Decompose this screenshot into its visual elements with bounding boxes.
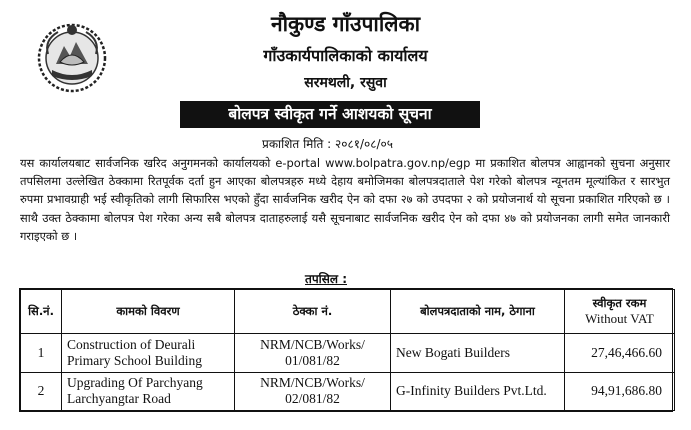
award-table — [19, 288, 673, 412]
header-sn: सि.नं. — [21, 290, 62, 334]
table-caption: तपसिल : — [305, 272, 347, 286]
municipality-name: नौकुण्ड गाँउपालिका — [270, 12, 421, 36]
header-amount-label: स्वीकृत रकम — [592, 296, 647, 311]
table-row — [21, 372, 675, 410]
row-work-line2: Larchyangtar Road — [67, 391, 171, 407]
header-work: कामको विवरण — [62, 290, 235, 334]
row-work-line1: Construction of Deurali — [67, 337, 196, 353]
header-contract: ठेक्का नं. — [235, 290, 391, 334]
row-contract — [235, 334, 391, 372]
row-sn: 2 — [21, 372, 62, 410]
row-work — [62, 334, 235, 372]
row-work — [62, 372, 235, 410]
row-bidder: G-Infinity Builders Pvt.Ltd. — [391, 372, 565, 410]
notice-body: यस कार्यालयबाट सार्वजनिक खरिद अनुगमनको कार्यालयको e-portal www.bolpatra.gov.np/egp मा प्रकाशित बोलपत्र आह्वानको सुचना अनुसार तपसिलमा उल्लेखित ठेक्कामा रितपूर्वक दर्ता हुन आएका बोलपत्रहरु मध्ये देहाय बमोजिमका बोलपत्रदाताले पेश गरेको बोलपत्र न्यूनतम मूल्यांकित र सारभुत रुपमा प्रभावग्राही भई स्वीकृतिको लागी सिफारिस भएको हुँदा सार्वजनिक खरीद ऐन को दफा २७ को उपदफा २ को प्रयोजनार्थ यो सूचना प्रकाशित गरिएको छ । साथै उक्त ठेक्कामा बोलपत्र पेश गरेका अन्य सबै बोलपत्र दाताहरुलाई यसै सूचनाबाट सार्वजनिक खरीद ऐन को दफा ४७ को प्रयोजनका लागी समेत जानकारी गराइएको छ । — [20, 156, 670, 243]
row-work-line2: Primary School Building — [67, 353, 202, 369]
row-contract — [235, 372, 391, 410]
office-location: सरमथली, रसुवा — [304, 75, 387, 91]
row-contract-line1: NRM/NCB/Works/ — [260, 375, 365, 391]
notice-title: बोलपत्र स्वीकृत गर्ने आशयको सूचना — [180, 101, 480, 128]
table-header-row — [21, 290, 675, 334]
header-amount-sub: Without VAT — [585, 311, 654, 327]
header-bidder: बोलपत्रदाताको नाम, ठेगाना — [391, 290, 565, 334]
table-row — [21, 334, 675, 372]
office-name: गाँउकार्यपालिकाको कार्यालय — [263, 46, 428, 65]
header-amount — [565, 290, 675, 334]
row-sn: 1 — [21, 334, 62, 372]
row-contract-line1: NRM/NCB/Works/ — [260, 337, 365, 353]
row-contract-line2: 01/081/82 — [285, 353, 340, 369]
row-work-line1: Upgrading Of Parchyang — [67, 375, 203, 391]
row-amount: 27,46,466.60 — [565, 334, 675, 372]
published-date: प्रकाशित मिति : २०८१/०८/०५ — [262, 137, 393, 151]
row-contract-line2: 02/081/82 — [285, 391, 340, 407]
row-bidder: New Bogati Builders — [391, 334, 565, 372]
row-amount: 94,91,686.80 — [565, 372, 675, 410]
